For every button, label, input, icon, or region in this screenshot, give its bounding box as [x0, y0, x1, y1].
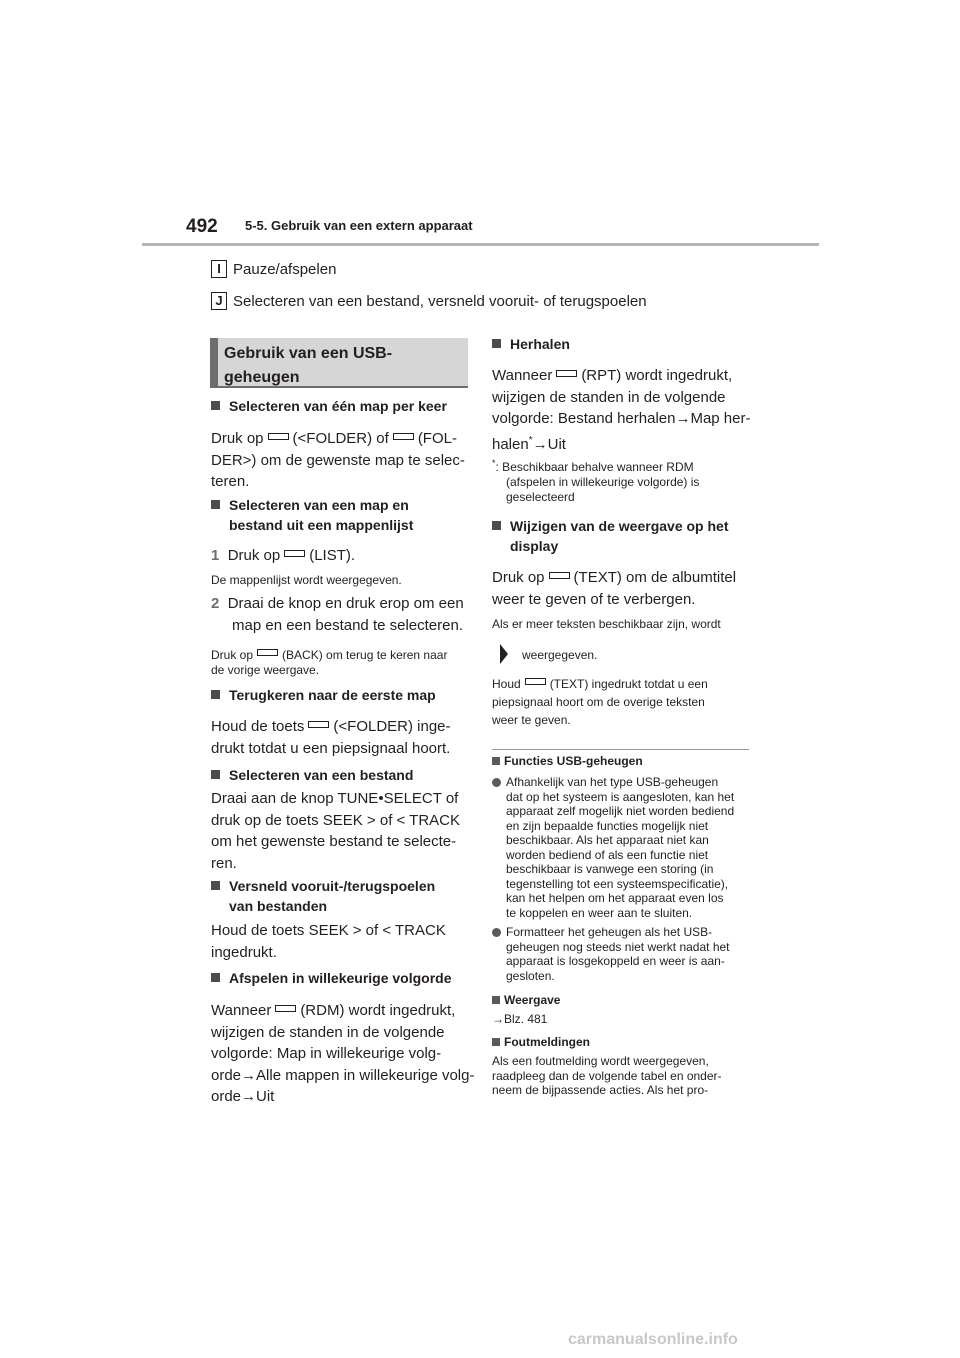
square-bullet-icon	[492, 521, 501, 530]
list-button-icon	[284, 550, 305, 557]
square-bullet-icon	[211, 973, 220, 982]
paragraph-select-folder: Druk op (<FOLDER) of (FOL- DER>) om de gewenste map te selec- teren.	[211, 430, 465, 490]
square-bullet-icon	[211, 770, 220, 779]
folder-forward-button-icon	[393, 433, 414, 440]
chapter-title: 5-5. Gebruik van een extern apparaat	[245, 218, 473, 233]
step-1: 1 Druk op (LIST).	[211, 547, 356, 564]
heading-repeat: Herhalen	[492, 334, 570, 354]
step-1-note: De mappenlijst wordt weergegeven.	[211, 573, 402, 587]
heading-errors: Foutmeldingen	[492, 1035, 590, 1050]
heading-display: Wijzigen van de weergave op het display	[492, 516, 728, 556]
section-title-line2: geheugen	[224, 369, 300, 386]
round-bullet-icon	[492, 778, 501, 787]
heading-select-from-list: Selecteren van een map en bestand uit een mappenlijst	[211, 495, 413, 535]
section-title-line1: Gebruik van een USB-	[224, 345, 393, 362]
arrow-indicator-icon	[496, 644, 514, 664]
folder-back-button-icon	[268, 433, 289, 440]
paragraph-repeat: Wanneer (RPT) wordt ingedrukt, wijzigen de standen in de volgende volgorde: Bestand herhalen→Map her- halen*→Uit	[492, 367, 751, 453]
heading-display-ref: Weergave	[492, 993, 560, 1008]
legend-letter-j: J	[211, 292, 227, 310]
text-button-icon	[549, 572, 570, 579]
square-bullet-icon	[211, 500, 220, 509]
square-bullet-icon	[211, 401, 220, 410]
square-bullet-icon	[492, 757, 500, 765]
back-button-icon	[257, 649, 278, 656]
page-number: 492	[186, 216, 218, 237]
rdm-button-icon	[275, 1005, 296, 1012]
step-2: 2 Draai de knop en druk erop om een map en een bestand te selecteren.	[211, 595, 464, 634]
heading-first-folder: Terugkeren naar de eerste map	[211, 685, 436, 705]
notes-divider	[492, 749, 749, 750]
paragraph-select-file: Draai aan de knop TUNE•SELECT of druk op de toets SEEK > of < TRACK om het gewenste bestand te selecte- ren.	[211, 790, 461, 872]
bullet-usb-functions: Afhankelijk van het type USB-geheugen dat op het systeem is aangesloten, kan het apparaat zelf mogelijk niet worden bediend en zijn bepaalde functies mogelijk niet beschikbaar. Als het apparaat niet kan worden bediend of als een functie niet beschikbaar is vanwege een storing (in tegenstelling tot een systeemspecificatie), kan het helpen om het apparaat even los te koppelen en weer aan te sluiten.	[492, 775, 734, 920]
legend-letter-i: I	[211, 260, 227, 278]
watermark: carmanualsonline.info	[568, 1331, 738, 1348]
square-bullet-icon	[492, 996, 500, 1004]
footnote: *: Beschikbaar behalve wanneer RDM (afspelen in willekeurige volgorde) is geselecteerd	[492, 458, 700, 504]
paragraph-errors: Als een foutmelding wordt weergegeven, raadpleeg dan de volgende tabel en onder- neem de bijpassende acties. Als het pro-	[492, 1054, 722, 1097]
note-more-text: Als er meer teksten beschikbaar zijn, wordt weergegeven. Houd (TEXT) ingedrukt totdat u een piepsignaal hoort om de overige teksten weer te geven.	[492, 617, 721, 727]
legend-text-i: Pauze/afspelen	[233, 261, 337, 278]
back-note: Druk op (BACK) om terug te keren naar de vorige weergave.	[211, 648, 448, 677]
heading-fast-forward: Versneld vooruit-/terugspoelen van bestanden	[211, 876, 435, 916]
square-bullet-icon	[211, 690, 220, 699]
paragraph-first-folder: Houd de toets (<FOLDER) inge- drukt totdat u een piepsignaal hoort.	[211, 718, 451, 757]
header-rule	[142, 243, 819, 246]
heading-usb-functions: Functies USB-geheugen	[492, 754, 643, 769]
legend-text-j: Selecteren van een bestand, versneld vooruit- of terugspoelen	[233, 293, 647, 310]
text-button-icon	[525, 678, 546, 685]
square-bullet-icon	[492, 1038, 500, 1046]
bullet-format: Formatteer het geheugen als het USB- geheugen nog steeds niet werkt nadat het apparaat is losgekoppeld en weer is aan- gesloten.	[492, 925, 730, 983]
folder-back-button-icon	[308, 721, 329, 728]
round-bullet-icon	[492, 928, 501, 937]
paragraph-display: Druk op (TEXT) om de albumtitel weer te geven of te verbergen.	[492, 569, 737, 608]
heading-select-folder: Selecteren van één map per keer	[211, 396, 447, 416]
heading-select-file: Selecteren van een bestand	[211, 765, 413, 785]
square-bullet-icon	[211, 881, 220, 890]
square-bullet-icon	[492, 339, 501, 348]
page-reference-link[interactable]: →Blz. 481	[492, 1012, 548, 1026]
paragraph-random: Wanneer (RDM) wordt ingedrukt, wijzigen de standen in de volgende volgorde: Map in willekeurige volg- orde→Alle mappen in willekeurige volg- orde→Uit	[211, 1002, 475, 1105]
rpt-button-icon	[556, 370, 577, 377]
paragraph-fast-forward: Houd de toets SEEK > of < TRACK ingedrukt.	[211, 922, 446, 961]
heading-random: Afspelen in willekeurige volgorde	[211, 968, 452, 988]
section-heading	[210, 338, 468, 388]
